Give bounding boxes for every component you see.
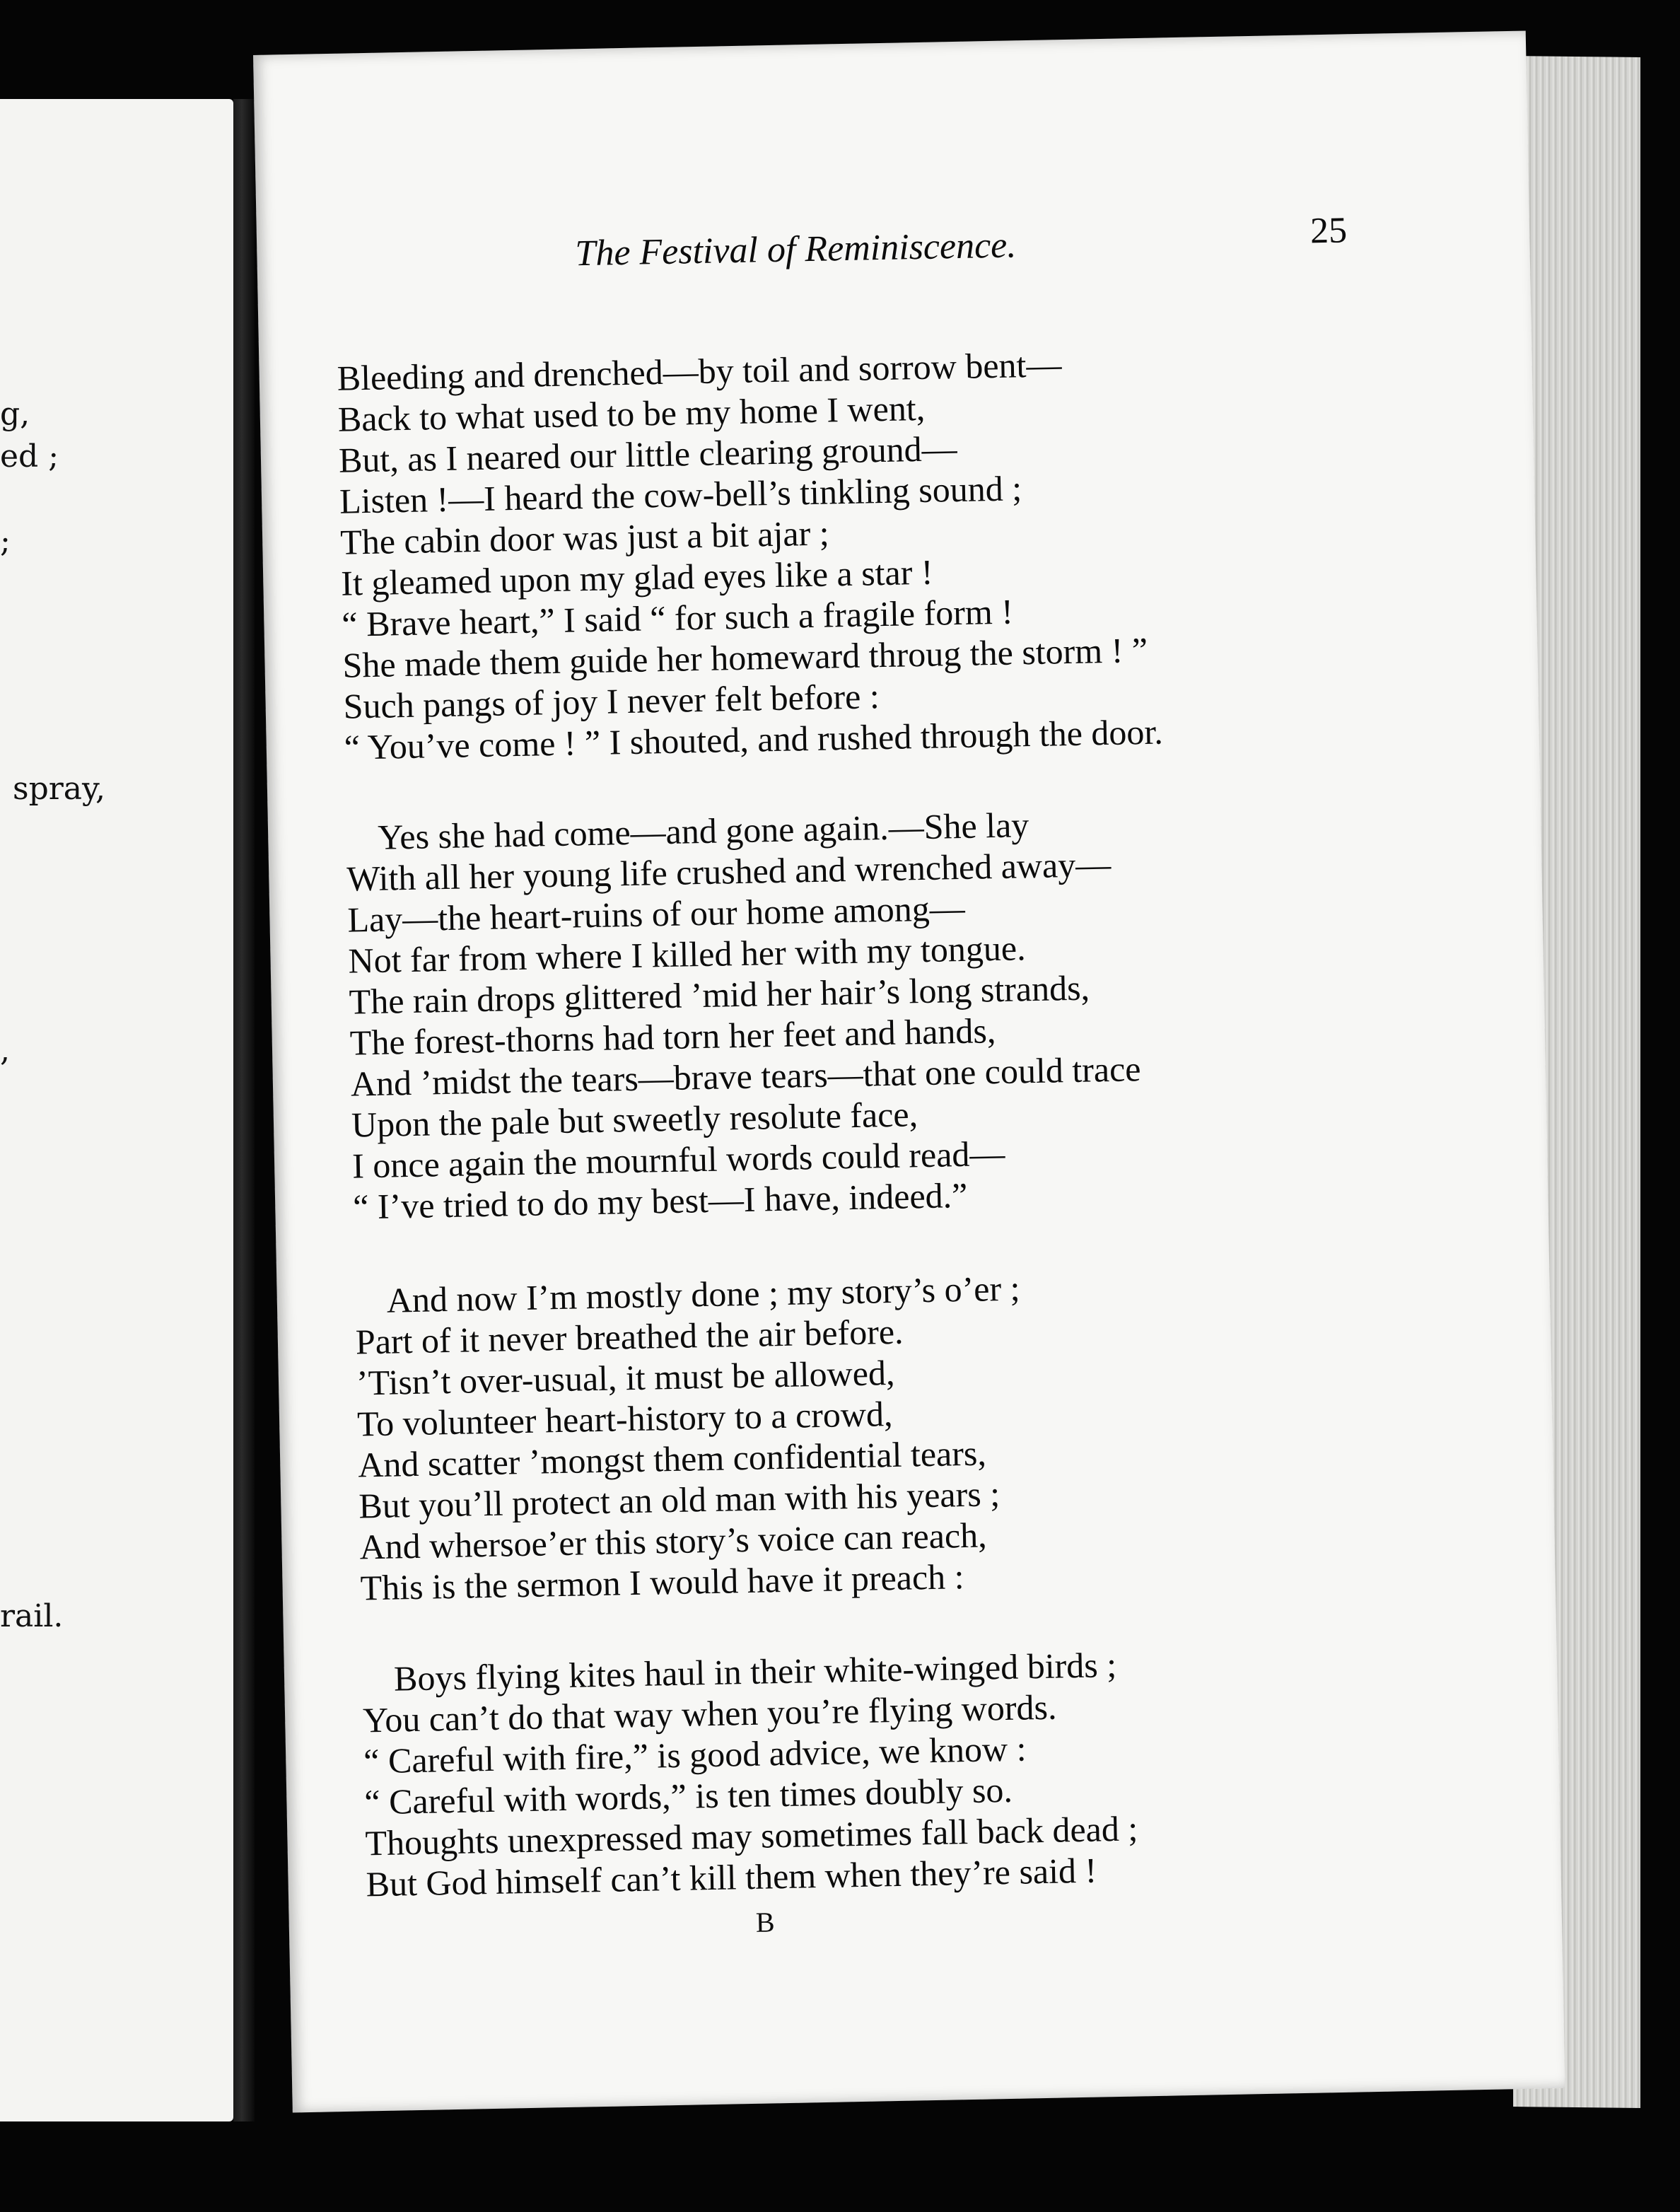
poem-line: The forest-thorns had torn her feet and hands, xyxy=(349,1011,996,1063)
signature-mark: B xyxy=(755,1906,775,1938)
poem-line: “ Careful with words,” is ten times doubly so. xyxy=(363,1769,1013,1822)
stanza-2 xyxy=(346,796,1499,1228)
running-head: The Festival of Reminiscence. xyxy=(574,225,1017,274)
poem-line: Such pangs of joy I never felt before : xyxy=(343,676,880,726)
left-page-fragment: g, xyxy=(0,396,30,432)
poem-line: But you’ll protect an old man with his years ; xyxy=(358,1474,1001,1526)
poem-line: She made them guide her homeward throug the storm ! ” xyxy=(342,629,1148,685)
left-page-fragment: ; xyxy=(0,523,11,559)
poem-line: “ You’ve come ! ” I shouted, and rushed through the door. xyxy=(344,711,1164,767)
poem-line: With all her young life crushed and wrenched away— xyxy=(346,844,1112,899)
poem-line: This is the sermon I would have it preach : xyxy=(360,1556,964,1608)
poem-line: You can’t do that way when you’re flying words. xyxy=(362,1687,1057,1740)
stanza-1 xyxy=(337,336,1490,768)
poem-line: Thoughts unexpressed may sometimes fall back dead ; xyxy=(365,1808,1138,1863)
poem-line: And whersoe’er this story’s voice can reach, xyxy=(358,1515,988,1567)
poem-line: But God himself can’t kill them when they’re said ! xyxy=(366,1850,1097,1904)
left-page-fragment: rail. xyxy=(0,1598,64,1634)
stanza-3 xyxy=(354,1258,1506,1608)
poem-line: And ’midst the tears—brave tears—that one could trace xyxy=(350,1049,1141,1104)
poem-line: It gleamed upon my glad eyes like a star ! xyxy=(340,552,933,603)
poem-line: “ I’ve tried to do my best—I have, indeed.” xyxy=(352,1175,968,1227)
poem-line: And now I’m mostly done ; my story’s o’er ; xyxy=(386,1268,1020,1320)
page-number: 25 xyxy=(1309,210,1348,252)
poem-line: Upon the pale but sweetly resolute face, xyxy=(351,1094,918,1145)
poem-line: Bleeding and drenched—by toil and sorrow bent— xyxy=(337,344,1062,398)
poem-line: Not far from where I killed her with my tongue. xyxy=(348,928,1027,981)
poem-line: Listen !—I heard the cow-bell’s tinkling sound ; xyxy=(339,468,1022,521)
poem-line: “ Careful with fire,” is good advice, we know : xyxy=(363,1728,1027,1781)
poem-line: The cabin door was just a bit ajar ; xyxy=(339,513,830,562)
poem-line: Boys flying kites haul in their white-winged birds ; xyxy=(393,1644,1117,1699)
left-page-fragment: ed ; xyxy=(0,438,59,475)
page-right xyxy=(253,30,1565,2112)
poem-line: Back to what used to be my home I went, xyxy=(337,388,926,439)
poem-line: Part of it never breathed the air before. xyxy=(355,1311,904,1362)
poem-line: I once again the mournful words could read— xyxy=(351,1133,1005,1186)
poem-line: To volunteer heart-history to a crowd, xyxy=(356,1393,893,1444)
poem-line: And scatter ’mongst them confidential tears, xyxy=(357,1433,987,1485)
left-page-fragment: spray, xyxy=(13,771,106,807)
facing-page-left xyxy=(0,99,233,2121)
poem-line: Yes she had come—and gone again.—She lay xyxy=(377,805,1029,857)
left-page-fragment: , xyxy=(0,1032,10,1069)
book-gutter xyxy=(233,99,255,2121)
stanza-4 xyxy=(362,1636,1512,1904)
poem-line: “ Brave heart,” I said “ for such a fragile form ! xyxy=(341,591,1014,644)
poem-line: The rain drops glittered ’mid her hair’s long strands, xyxy=(349,967,1090,1022)
poem-line: ’Tisn’t over-usual, it must be allowed, xyxy=(356,1352,895,1403)
poem-line: Lay—the heart-ruins of our home among— xyxy=(346,887,966,940)
poem-line: But, as I neared our little clearing ground— xyxy=(338,428,958,480)
